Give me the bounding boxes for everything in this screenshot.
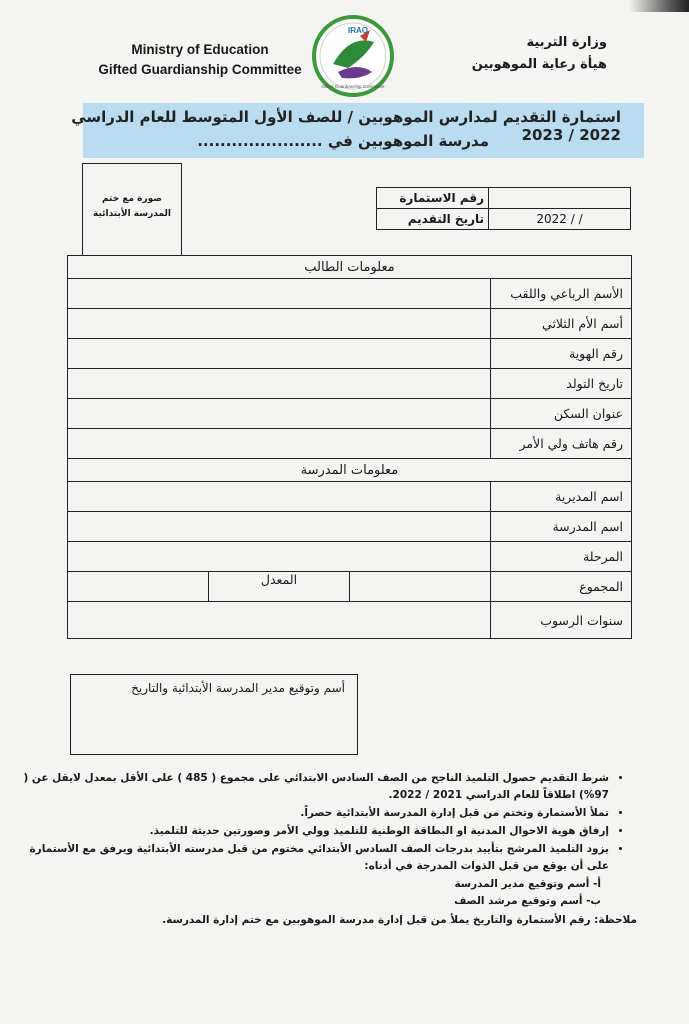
- total-field[interactable]: [350, 572, 491, 602]
- student-section-title: معلومات الطالب: [68, 256, 632, 279]
- header-english: [80, 40, 320, 80]
- table-row: [68, 369, 632, 399]
- row-label: رقم الهوية: [491, 339, 632, 369]
- table-row: [68, 542, 632, 572]
- note-item: • إرفاق هوية الاحوال المدنية او البطاقة الوطنية للتلميذ وولي الأمر وصورتين حديثة للتلميذ.: [21, 823, 609, 840]
- table-row: [68, 309, 632, 339]
- signature-box[interactable]: [70, 674, 358, 755]
- svg-text:Gifted Guardianship Committee: Gifted Guardianship Committee: [321, 84, 385, 89]
- table-row: [68, 429, 632, 459]
- ministry-name-ar: وزارة التربية: [526, 35, 607, 50]
- form-title: استمارة التقديم لمدارس الموهوبين / للصف الأول المتوسط للعام الدراسي 2022 / 2023: [71, 108, 621, 144]
- fail-years-label: سنوات الرسوب: [491, 602, 632, 639]
- table-row: [68, 339, 632, 369]
- row-label: أسم الأم الثلاثي: [491, 309, 632, 339]
- committee-logo: [308, 12, 398, 100]
- row-label: المرحلة: [491, 542, 632, 572]
- note-sub-item: أ- أسم وتوقيع مدير المدرسة: [454, 878, 601, 890]
- row-label: اسم المديرية: [491, 482, 632, 512]
- row-label: رقم هاتف ولي الأمر: [491, 429, 632, 459]
- ministry-name-en: Ministry of Education: [131, 42, 269, 57]
- table-row: [68, 399, 632, 429]
- form-meta-table: [376, 187, 631, 230]
- info-table: [67, 255, 632, 639]
- page-corner-shadow: [629, 0, 689, 12]
- row-label: عنوان السكن: [491, 399, 632, 429]
- table-row: [68, 279, 632, 309]
- birth-date-field[interactable]: [68, 369, 491, 399]
- committee-name-ar: هيأة رعاية الموهوبين: [471, 57, 607, 72]
- form-number-field[interactable]: [489, 188, 631, 209]
- row-label: الأسم الرباعي واللقب: [491, 279, 632, 309]
- guardian-phone-field[interactable]: [68, 429, 491, 459]
- fail-years-field[interactable]: [68, 602, 491, 639]
- table-row: [68, 482, 632, 512]
- note-item: • تملأ الأستمارة وتختم من قبل إدارة المدرسة الأبتدائية حصراً.: [21, 805, 609, 822]
- form-number-label: رقم الاستمارة: [377, 188, 489, 209]
- stage-field[interactable]: [68, 542, 491, 572]
- svg-text:IRAQ: IRAQ: [348, 26, 368, 35]
- photo-box-label: صورة مع ختم المدرسة الأبتدائية: [93, 194, 171, 219]
- table-row: [68, 572, 632, 602]
- average-field[interactable]: [68, 572, 209, 602]
- apply-date-label: تاريخ التقديم: [377, 209, 489, 230]
- final-note: ملاحظة: رقم الأستمارة والتاريخ يملأ من قبل إدارة مدرسة الموهوبين مع ختم إدارة المدرسة.: [162, 914, 637, 926]
- photo-box[interactable]: [82, 163, 182, 256]
- form-subtitle: مدرسة الموهوبين في ......................: [197, 132, 489, 150]
- note-item: • يزود التلميذ المرشح بتأييد بدرجات الصف السادس الأبتدائي مختوم من قبل مدرسته الأبتدائية ويرفق مع الأستمارة على أن يوقع من قبل الذوات المدرجة في أدناه:: [21, 841, 609, 875]
- average-label: المعدل: [209, 572, 350, 602]
- apply-date-field[interactable]: 2022 / /: [489, 209, 631, 230]
- note-item: • شرط التقديم حصول التلميذ الناجح من الصف السادس الابتدائي على مجموع ( 485 ) على الأقل بمعدل لايقل عن ( 97%) اطلاقاً للعام الدراسي 2021 / 2022.: [21, 770, 609, 804]
- notes-section: [21, 770, 631, 910]
- row-label: اسم المدرسة: [491, 512, 632, 542]
- student-name-field[interactable]: [68, 279, 491, 309]
- table-row: [68, 512, 632, 542]
- total-label: المجموع: [491, 572, 632, 602]
- row-label: تاريخ التولد: [491, 369, 632, 399]
- id-number-field[interactable]: [68, 339, 491, 369]
- committee-name-en: Gifted Guardianship Committee: [98, 62, 302, 77]
- header-arabic: [387, 32, 607, 76]
- address-field[interactable]: [68, 399, 491, 429]
- mother-name-field[interactable]: [68, 309, 491, 339]
- note-sub-item: ب- أسم وتوقيع مرشد الصف: [454, 895, 601, 907]
- school-name-field[interactable]: [68, 512, 491, 542]
- table-row: [68, 602, 632, 639]
- school-section-title: معلومات المدرسة: [68, 459, 632, 482]
- directorate-field[interactable]: [68, 482, 491, 512]
- signature-label: أسم وتوقيع مدير المدرسة الأبتدائية والتاريخ: [131, 681, 345, 695]
